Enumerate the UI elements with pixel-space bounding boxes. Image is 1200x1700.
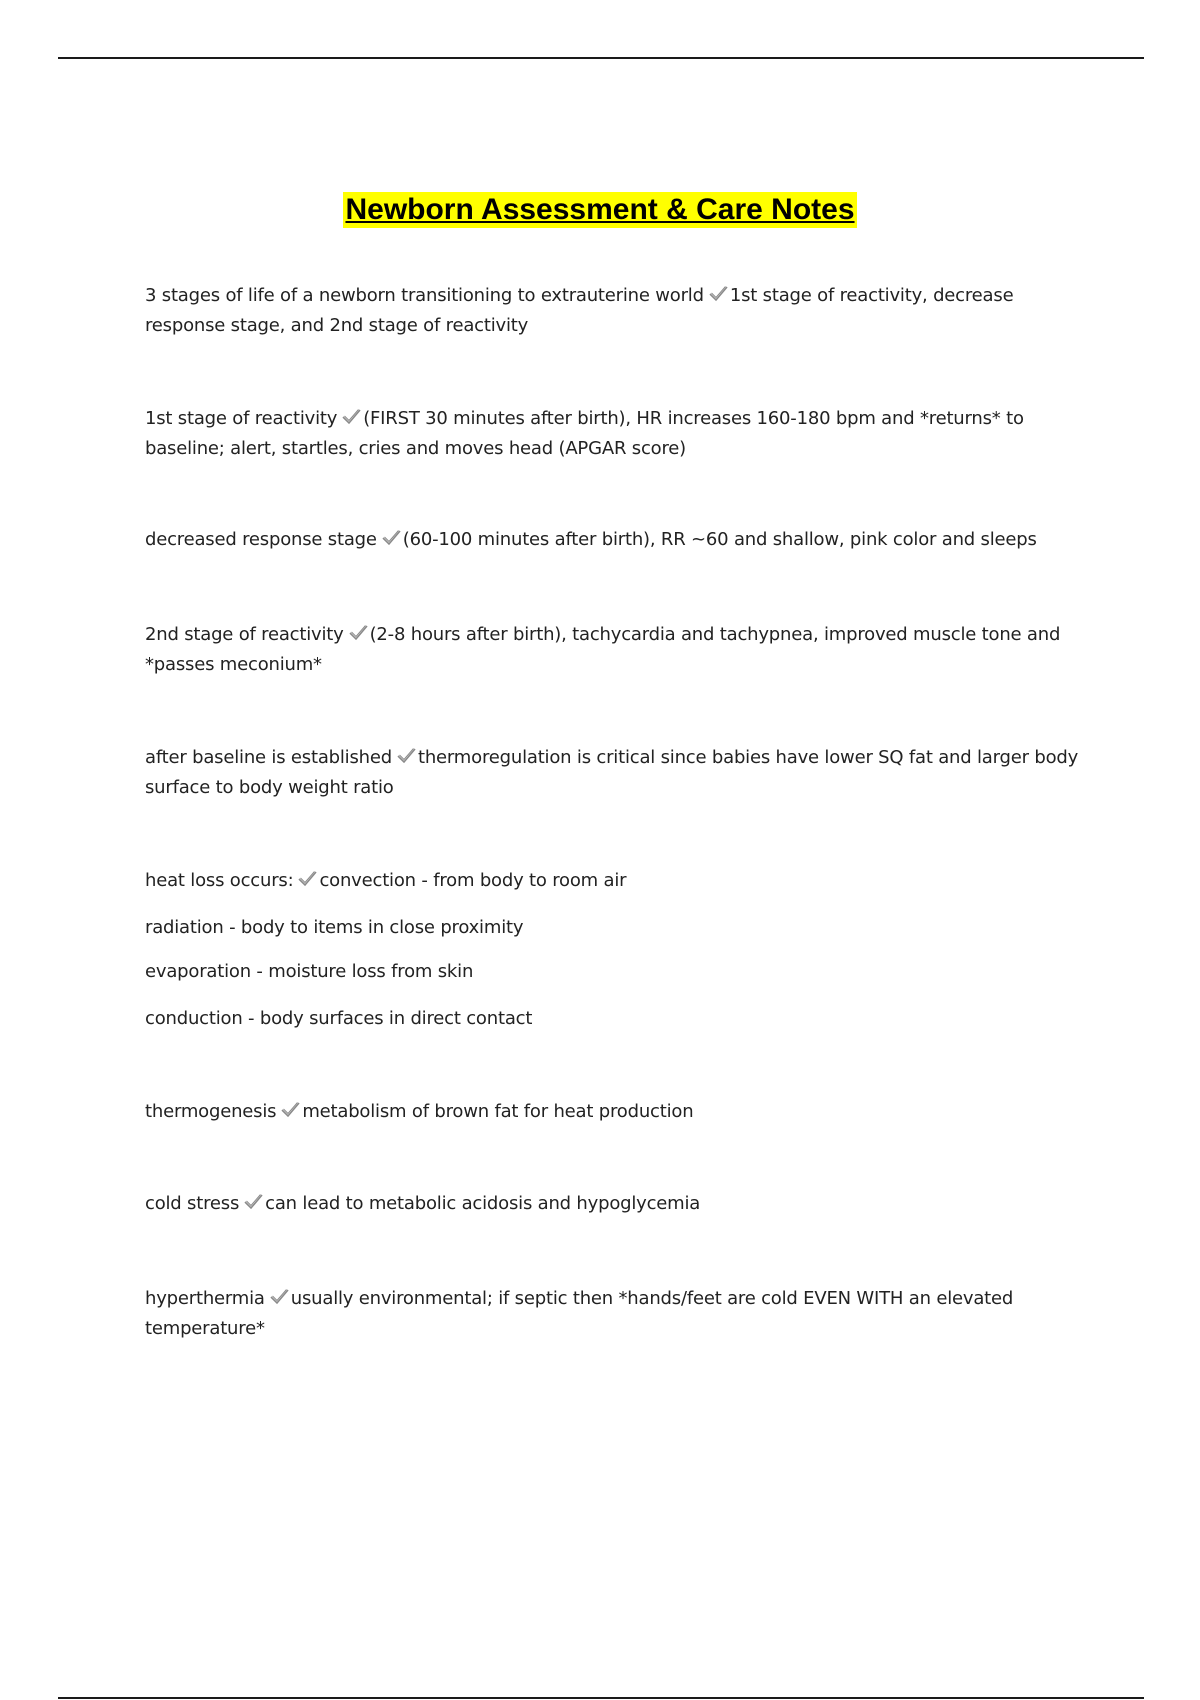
entry-definition: convection - from body to room air	[319, 870, 627, 891]
checkmark-icon	[242, 1193, 264, 1211]
entry-definition: (60-100 minutes after birth), RR ~60 and shallow, pink color and sleeps	[402, 529, 1037, 550]
entry-term: 3 stages of life of a newborn transitioning to extrauterine world	[145, 285, 704, 306]
note-entry-8	[145, 1189, 1090, 1219]
top-rule	[58, 57, 1144, 59]
note-entry-6	[145, 866, 1090, 896]
entry-definition: 1st stage of reactivity, decrease response stage, and 2nd stage of reactivity	[145, 285, 1014, 336]
checkmark-icon	[395, 747, 417, 765]
note-entry-7	[145, 1097, 1090, 1127]
note-entry-4	[145, 620, 1090, 680]
checkmark-icon	[296, 870, 318, 888]
title-container	[0, 192, 1200, 228]
bottom-rule	[58, 1697, 1144, 1699]
entry-term: cold stress	[145, 1193, 240, 1214]
entry-term: thermogenesis	[145, 1101, 277, 1122]
checkmark-icon	[340, 408, 362, 426]
heat-loss-line-radiation: radiation - body to items in close proximity	[145, 917, 524, 938]
entry-definition: (FIRST 30 minutes after birth), HR increases 160-180 bpm and *returns* to baseline; alert, startles, cries and moves head (APGAR score)	[145, 408, 1024, 459]
checkmark-icon	[707, 285, 729, 303]
checkmark-icon	[268, 1288, 290, 1306]
entry-definition: usually environmental; if septic then *hands/feet are cold EVEN WITH an elevated temperature*	[145, 1288, 1014, 1339]
heat-loss-line-conduction: conduction - body surfaces in direct contact	[145, 1008, 533, 1029]
note-entry-9	[145, 1284, 1090, 1344]
entry-term: hyperthermia	[145, 1288, 265, 1309]
entry-definition: metabolism of brown fat for heat production	[302, 1101, 694, 1122]
entry-term: heat loss occurs:	[145, 870, 294, 891]
heat-loss-line-evaporation: evaporation - moisture loss from skin	[145, 961, 474, 982]
note-entry-3	[145, 525, 1090, 555]
checkmark-icon	[380, 529, 402, 547]
entry-definition: thermoregulation is critical since babies have lower SQ fat and larger body surface to body weight ratio	[145, 747, 1079, 798]
entry-term: 1st stage of reactivity	[145, 408, 338, 429]
entry-term: 2nd stage of reactivity	[145, 624, 344, 645]
entry-term: after baseline is established	[145, 747, 392, 768]
page-title: Newborn Assessment & Care Notes	[345, 193, 855, 226]
entry-definition: can lead to metabolic acidosis and hypoglycemia	[265, 1193, 701, 1214]
entry-term: decreased response stage	[145, 529, 377, 550]
note-entry-1	[145, 281, 1090, 341]
note-entry-2	[145, 404, 1090, 464]
entry-definition: (2-8 hours after birth), tachycardia and tachypnea, improved muscle tone and *passes meconium*	[145, 624, 1061, 675]
note-entry-5	[145, 743, 1090, 803]
checkmark-icon	[279, 1101, 301, 1119]
checkmark-icon	[347, 624, 369, 642]
